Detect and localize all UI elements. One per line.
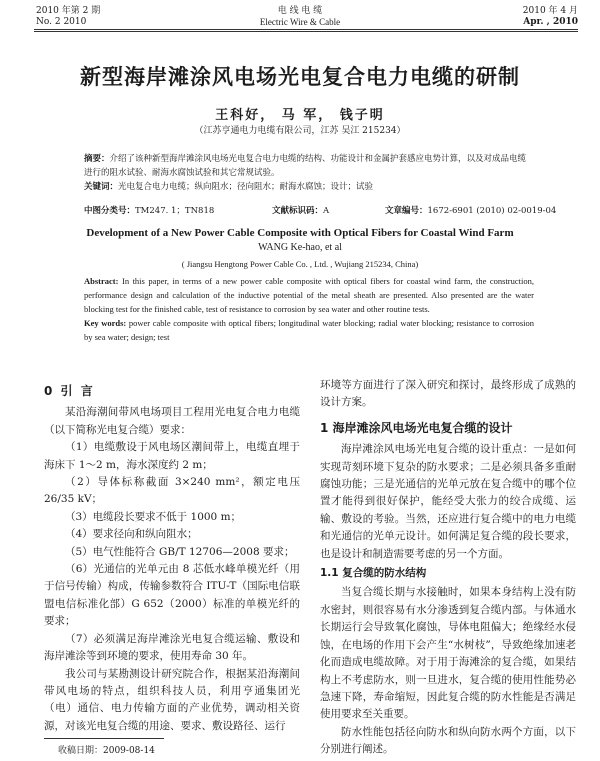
header-date-en: Apr. , 2010 [523,17,578,27]
affiliation-en: ( Jiangsu Hengtong Power Cable Co. , Ltd. , Wujiang 215234, China) [181,259,419,269]
subsection-heading-1-1: 1.1 复合缆的防水结构 [320,567,427,580]
body-paragraph: 当复合缆长期与水接触时，如果本身结构上没有防水密封，则很容易有水分渗透到复合缆内部。与体通水长期运行会导致氧化腐蚀，导体电阻偏大；绝缘经水侵蚀，在电场的作用下会产生“水树枝”，导致绝缘加速老化而造成电缆故障。对于用于海滩涂的复合缆，如果结构上不考虑防水，则一旦进水，复合缆的使用性能势必急速下降，寿命缩短，因此复合缆的防水性能是否满足使用要求至关重要。 [320,586,576,721]
list-item: （3）电缆段长要求不低于 1000 m； [65,510,242,523]
list-item: （7）必须满足海岸滩涂光电复合缆运输、敷设和海岸滩涂等到环境的要求，使用寿命 30 年。 [44,632,300,663]
header-issue-cn: 2010 年第 2 期 [36,6,101,16]
list-item: （6）光通信的光单元由 8 芯低水峰单模光纤（用于信号传输）构成，传输参数符合 ITU-T（国际电信联盟电信标准化部）G 652（2000）标准的单模光纤的要求； [44,563,300,628]
affiliation-cn: （江苏亨通电力电缆有限公司，江苏 吴江 215234） [194,126,406,136]
left-column [44,383,300,735]
paper-title-cn: 新型海岸滩涂风电场光电复合电力电缆的研制 [80,64,520,89]
list-item: （1）电缆敷设于风电场区潮间带上，电缆直埋于海床下 1～2 m，海水深度约 2 m； [44,441,300,471]
abstract-cn [84,152,529,194]
header-date-cn: 2010 年 4 月 [522,6,578,16]
received-date: 收稿日期：2009-08-14 [58,746,155,756]
body-paragraph: 我公司与某勘测设计研究院合作，根据某沿海潮间带风电场的特点，组织科技人员，利用亨通集团光（电）通信、电力传输方面的产业优势，调动相关资源，对该光电复合缆的用途、要求、敷设路径、运行 [44,667,300,732]
header-journal-cn: 电 线 电 缆 [277,6,323,16]
keywords-en: power cable composite with optical fibers; longitudinal water blocking; radial water blocking; resistance to corrosion by sea water; design; test [84,318,534,342]
abstract-en-label: Abstract: [84,276,119,286]
keywords-en-label: Key words: [84,318,127,328]
intro-paragraph: 某沿海潮间带风电场项目工程用光电复合电力电缆（以下简称光电复合缆）要求： [44,406,300,436]
list-item: （4）要求径向和纵向阻水； [65,528,198,541]
keywords-cn-label: 关键词： [84,182,119,192]
header-rule [34,29,578,30]
keywords-cn: 光电复合电力电缆；纵向阻水；径向阻水；耐海水腐蚀；设计；试验 [118,182,374,192]
list-item: （5）电气性能符合 GB/T 12706—2008 要求； [65,545,295,558]
header-rule-thin [34,31,578,32]
list-item: （2）导体标称截面 3×240 mm²，额定电压 26/35 kV； [44,476,300,506]
body-paragraph: 防水性能包括径向防水和纵向防水两个方面，以下分别进行阐述。 [320,725,576,756]
body-paragraph-continued: 环境等方面进行了深入研究和探讨，最终形成了成熟的设计方案。 [320,379,576,409]
authors-cn: 王科好， 马 军， 钱子明 [215,108,385,123]
clc-code: 中图分类号：TM247. 1；TN818 [84,206,215,216]
section-heading-intro: 0 引 言 [44,384,95,398]
right-column [320,377,576,759]
abstract-en-text: In this paper, in terms of a new power cable composite with optical fibers for coastal wind farm, the construction, performance design and calculation of the inductive potential of the metal sheath are presented. Also presented are the water blocking test for the finished cable, test of resistance to corrosion by sea water and other routine tests. [84,276,535,314]
authors-en: WANG Ke-hao, et al [258,242,342,253]
abstract-en [84,274,534,344]
footnote-rule [44,738,164,739]
abstract-cn-label: 摘要： [84,154,110,164]
abstract-cn-text: 介绍了该种新型海岸滩涂风电场光电复合电力电缆的结构、功能设计和金属护套感应电势计算，以及对成品电缆进行的阻水试验、耐海水腐蚀试验和其它常规试验。 [84,154,527,178]
header-issue-en: No. 2 2010 [36,17,87,27]
body-paragraph: 海岸滩涂风电场光电复合缆的设计重点：一是如何实现苛刻环境下复杂的防水要求；二是必须具备多重耐腐蚀功能；三是光通信的光单元放在复合缆中的哪个位置才能得到很好保护，能经受大张力的绞合成缆、运输、敷设的考验。当然，还应进行复合缆中的电力电缆和光通信的光单元设计。如何满足复合缆的段长要求，也是设计和制造需要考虑的另一个方面。 [320,443,576,560]
paper-title-en: Development of a New Power Cable Composite with Optical Fibers for Coastal Wind Farm [86,227,514,239]
article-number: 文章编号：1672-6901 (2010) 02-0019-04 [385,206,557,216]
doc-code: 文献标识码：A [272,206,330,216]
section-heading-1: 1 海岸滩涂风电场光电复合缆的设计 [320,420,513,435]
header-journal-en: Electric Wire & Cable [259,17,341,27]
